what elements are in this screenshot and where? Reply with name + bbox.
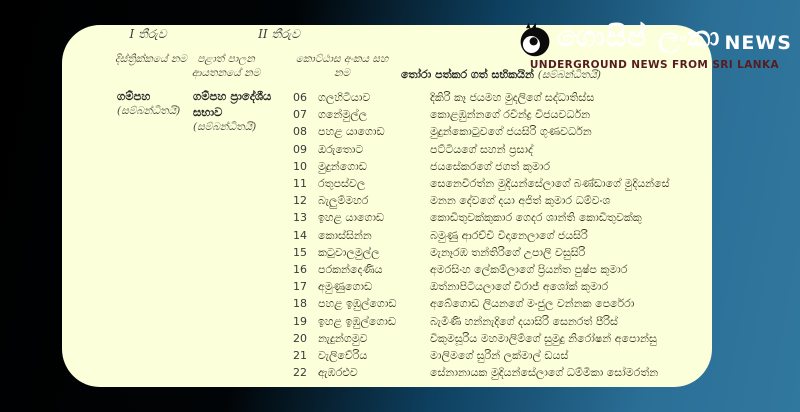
member-name: පට්ටියගේ සහන් ප්‍රසාද්	[430, 142, 533, 156]
division-number: 19	[293, 314, 307, 328]
division-number: 18	[293, 297, 307, 311]
member-name: මැනෑරඹ තන්තිරිගේ උපාලි වසුසිරි	[430, 245, 586, 259]
division-number: 22	[293, 366, 307, 380]
division-number: 06	[293, 91, 307, 104]
division-name: බැලුම්මහර	[318, 194, 369, 208]
document-card	[62, 25, 712, 387]
division-number: 15	[293, 245, 307, 259]
table-row	[293, 123, 707, 140]
member-name: දිකිරි කෑ ජයමහ මුදලිගේ සද්ධාතිස්ස	[430, 91, 595, 104]
table-row	[293, 330, 707, 347]
members-column-header-note: (සම්බන්ධිතයි)	[537, 69, 601, 81]
member-name: කොඩිතුවක්කුකාර ගෙදර ශාන්ති කොඩිතුවක්කු	[430, 211, 642, 225]
district-column-header: දිස්ත්‍රික්කයේ නම	[115, 53, 187, 65]
division-name: කොස්සින්න	[318, 228, 372, 242]
eye-icon	[517, 22, 553, 58]
table-row	[293, 158, 707, 175]
division-number: 09	[293, 142, 307, 156]
logo-brand-news: NEWS	[724, 32, 792, 54]
table-row	[293, 209, 707, 226]
division-name: ගලහිටියාව	[318, 91, 371, 104]
member-name: සේනානායක මුදියන්සේලාගේ ධම්මිකා සෝමරත්න	[430, 366, 659, 380]
gossip-lanka-news-logo	[517, 20, 792, 71]
member-table	[293, 89, 707, 381]
division-number: 13	[293, 211, 307, 225]
logo-tagline: UNDERGROUND NEWS FROM SRI LANKA	[529, 59, 780, 71]
authority-name: ගම්පහ ප්‍රාදේශීය සභාව	[193, 89, 272, 119]
division-number: 12	[293, 194, 307, 208]
division-name: වැලිවේරිය	[318, 349, 368, 363]
division-name: අමුණුගොඩ	[318, 280, 373, 294]
division-number: 17	[293, 280, 307, 294]
table-row	[293, 192, 707, 209]
table-row	[293, 364, 707, 381]
table-row	[293, 347, 707, 364]
division-name: නැදුන්ගමුව	[318, 331, 368, 345]
division-number: 08	[293, 125, 307, 139]
division-name: කටුවාලමුල්ල	[318, 245, 380, 259]
division-name: මුදුන්ගොඩ	[318, 159, 367, 173]
table-row	[293, 89, 707, 106]
division-number: 21	[293, 349, 307, 363]
table-row	[293, 175, 707, 192]
member-name: බැමිණි හන්නැදිගේ දයාසිරි සෙනරත් පීරිස්	[430, 314, 618, 328]
division-name: පහළ යාගොඩ	[318, 125, 385, 139]
table-row	[293, 295, 707, 312]
logo-brand-sinhala: ගොසිප් ලංකා	[556, 20, 721, 53]
division-number: 16	[293, 263, 307, 277]
division-number: 14	[293, 228, 307, 242]
member-name: බමුණු ආරච්චි විදානෙලාගේ ජයසිරි	[430, 228, 588, 242]
division-name: පහළ ඉඹුල්ගොඩ	[318, 297, 397, 311]
member-name: අමරසිංහ ලේකම්ලාගේ ප්‍රියන්ත පුෂ්ප කුමාර	[430, 263, 628, 277]
table-row	[293, 261, 707, 278]
table-row	[293, 278, 707, 295]
member-name: මාලිමගේ සුරින් ලක්මාල් ඩයස්	[430, 349, 569, 363]
division-name: ගනේමුල්ල	[318, 108, 367, 122]
member-name: සෙනෙවිරත්න මුදියන්සේලාගේ බණ්ඩාගේ මුදියන්සේ	[430, 177, 670, 191]
table-row	[293, 313, 707, 330]
division-column-header: කොට්ඨාස අංකය සහ නම	[295, 53, 389, 79]
table-row	[293, 106, 707, 123]
division-name: පරකන්දෙණිය	[318, 263, 383, 277]
division-name: ඔරුතොට	[318, 142, 364, 156]
member-name: කොළඹුන්නගේ රවීන්ද්‍ර විජයවර්ධන	[430, 108, 591, 122]
authority-column-header: පළාත් පාලන ආයතනයේ නම	[191, 53, 261, 79]
division-name: ඉහළ යාගොඩ	[318, 211, 385, 225]
member-name: මුදුන්කොටුවගේ ජයසිරි ගුණවර්ධන	[430, 125, 592, 139]
division-name: රතුපස්වල	[318, 177, 366, 191]
members-column-header-label: තෝරා පත්කර ගත් සභිකයින්	[401, 68, 534, 81]
division-number: 07	[293, 108, 307, 122]
logo-top-row	[517, 20, 792, 58]
division-number: 11	[293, 177, 307, 191]
member-name: අබේගොඩ ලියනගේ මංජුල වන්නක පෙරේරා	[430, 297, 635, 311]
district-note: (සම්බන්ධිතයි)	[117, 105, 181, 117]
table-row	[293, 141, 707, 158]
authority-note: (සම්බන්ධිතයි)	[193, 121, 257, 133]
member-name: ජයසේකරගේ ජගත් කුමාර	[430, 159, 551, 173]
table-row	[293, 244, 707, 261]
authority-block	[193, 88, 285, 135]
column-2-title: II තීරුව	[258, 27, 300, 41]
division-name: ඇඹරළුව	[318, 366, 358, 380]
member-name: විකුමසූරිය මහමාලිම්ගේ සුමුදු නිරෝෂන් අපොන්සු	[430, 331, 657, 345]
column-1-title: I තීරුව	[129, 27, 167, 41]
district-name: ගම්පහ	[117, 89, 151, 103]
division-number: 20	[293, 331, 307, 345]
member-name: ඔත්නාපිටියලාගේ විරාජ් අශෝක් කුමාර	[430, 280, 609, 294]
district-block	[117, 88, 192, 119]
division-name: ඉහළ ඉඹුල්ගොඩ	[318, 314, 396, 328]
table-row	[293, 227, 707, 244]
division-number: 10	[293, 159, 307, 173]
member-name: මනන දේවගේ දයා අජිත් කුමාර ධම්වංශ	[430, 194, 611, 208]
